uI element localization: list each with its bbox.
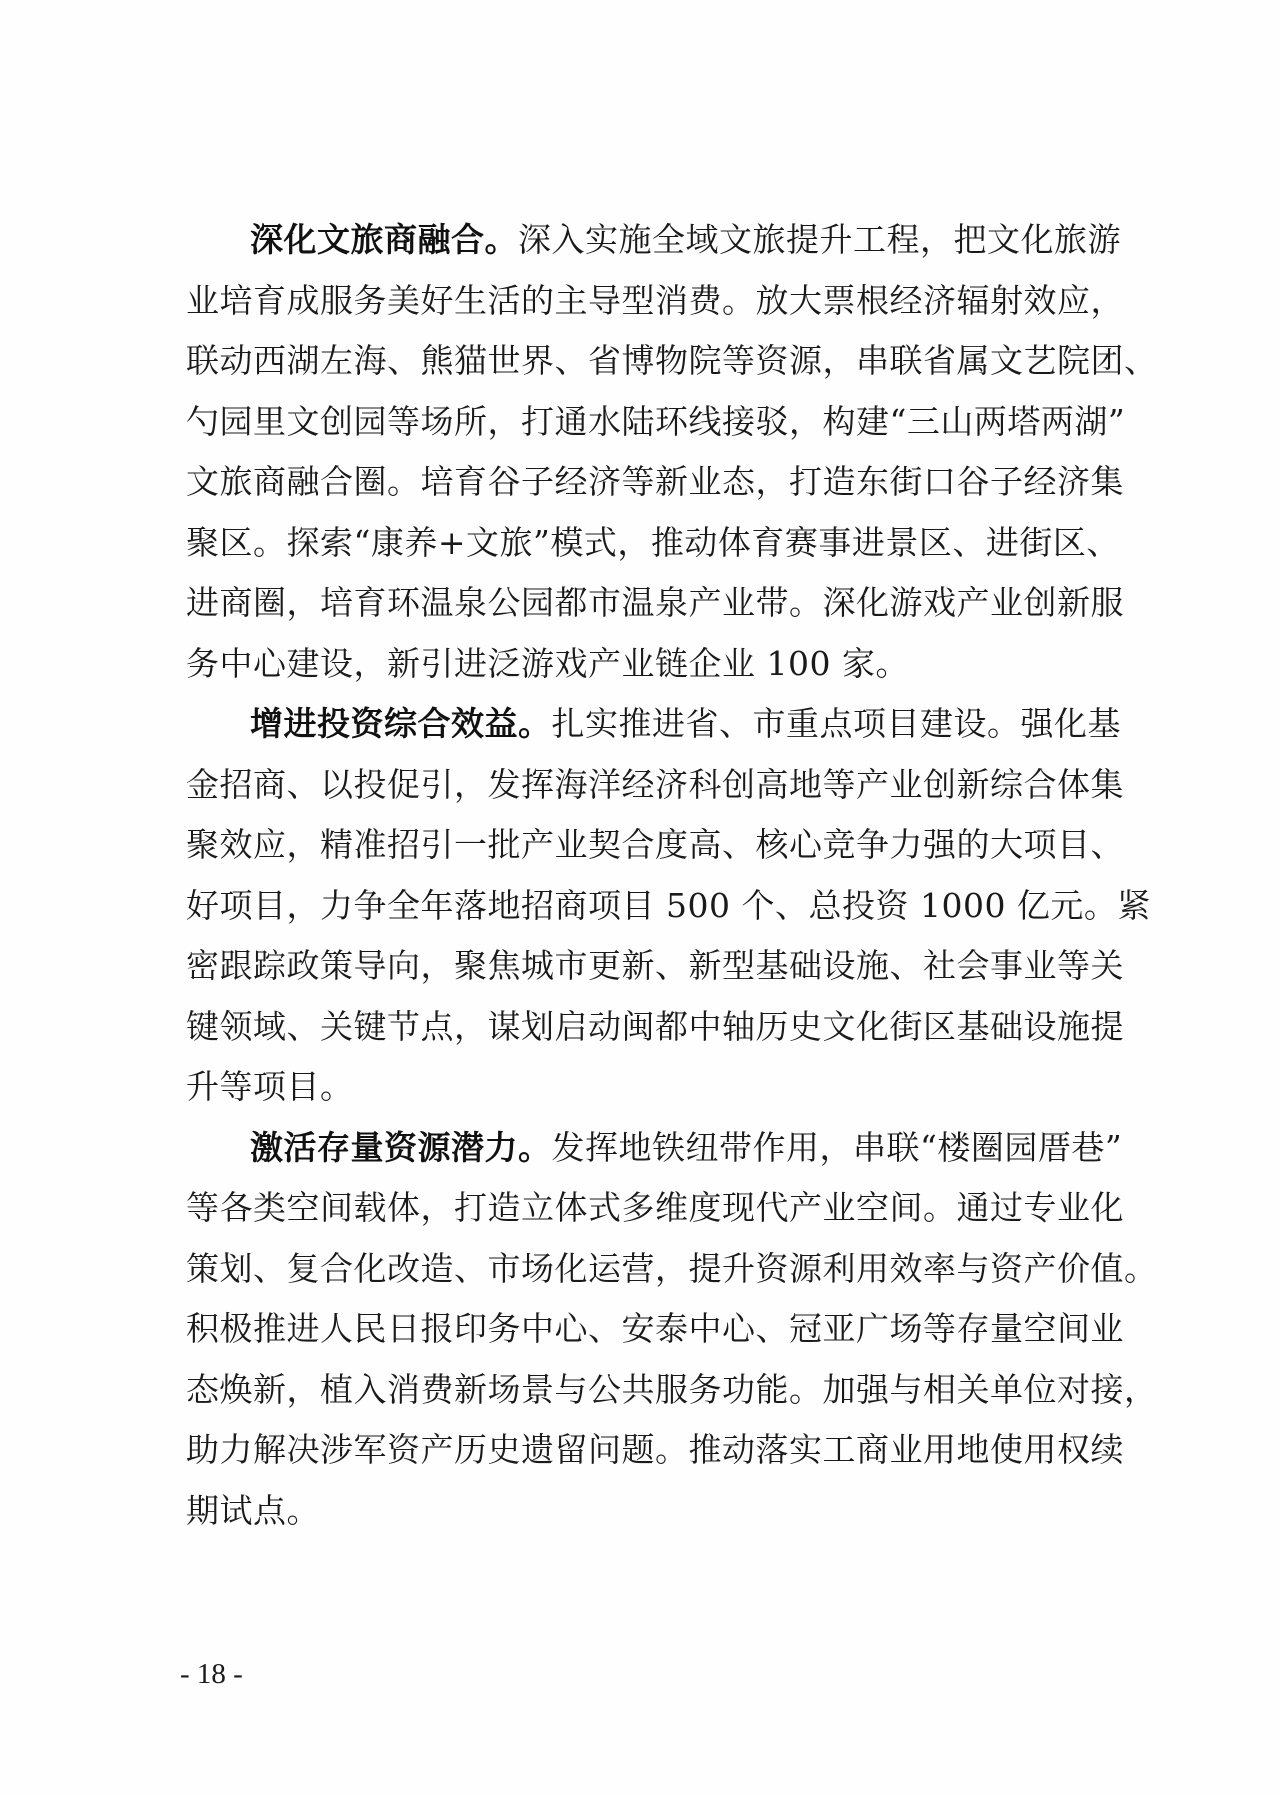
text-line: 策划、复合化改造、市场化运营，提升资源利用效率与资产价值。 — [186, 1248, 1158, 1288]
text-line: 文旅商融合圈。培育谷子经济等新业态，打造东街口谷子经济集 — [186, 462, 1124, 501]
text-line: 联动西湖左海、熊猫世界、省博物院等资源，串联省属文艺院团、 — [186, 341, 1158, 380]
text-line: 业培育成服务美好生活的主导型消费。放大票根经济辐射效应， — [186, 280, 1124, 320]
paragraph-heading: 增进投资综合效益。 — [250, 704, 552, 743]
page-number: - 18 - — [180, 1658, 243, 1690]
text-line: 增进投资综合效益。扎实推进省、市重点项目建设。强化基 — [250, 704, 1121, 743]
text-line: 期试点。 — [186, 1490, 320, 1530]
paragraph-heading: 激活存量资源潜力。 — [250, 1127, 552, 1167]
paragraph-culture-tourism — [186, 210, 1158, 694]
text-line: 积极推进人民日报印务中心、安泰中心、冠亚广场等存量空间业 — [186, 1309, 1124, 1348]
text-line: 键领域、关键节点，谋划启动闽都中轴历史文化街区基础设施提 — [186, 1006, 1124, 1046]
paragraph-heading: 深化文旅商融合。 — [250, 220, 518, 259]
text-line: 好项目，力争全年落地招商项目 500 个、总投资 1000 亿元。紧 — [186, 885, 1151, 925]
text-line: 升等项目。 — [186, 1067, 354, 1106]
text-line: 深化文旅商融合。深入实施全域文旅提升工程，把文化旅游 — [250, 220, 1121, 259]
document-body — [186, 210, 1158, 1541]
paragraph-investment — [186, 694, 1151, 1118]
text-line: 助力解决涉军资产历史遗留问题。推动落实工商业用地使用权续 — [186, 1430, 1124, 1469]
text-line: 密跟踪政策导向，聚焦城市更新、新型基础设施、社会事业等关 — [186, 946, 1124, 985]
text-line: 务中心建设，新引进泛游戏产业链企业 100 家。 — [186, 643, 909, 683]
text-line: 等各类空间载体，打造立体式多维度现代产业空间。通过专业化 — [186, 1188, 1124, 1227]
text-line: 进商圈，培育环温泉公园都市温泉产业带。深化游戏产业创新服 — [186, 583, 1124, 622]
text-line: 激活存量资源潜力。发挥地铁纽带作用，串联“楼圈园厝巷” — [250, 1127, 1123, 1167]
text-line: 聚区。探索“康养+文旅”模式，推动体育赛事进景区、进街区、 — [186, 522, 1120, 562]
text-line: 态焕新，植入消费新场景与公共服务功能。加强与相关单位对接， — [186, 1369, 1158, 1409]
paragraph-existing-resources — [186, 1118, 1158, 1542]
text-line: 金招商、以投促引，发挥海洋经济科创高地等产业创新综合体集 — [186, 764, 1124, 804]
text-line: 聚效应，精准招引一批产业契合度高、核心竞争力强的大项目、 — [186, 825, 1124, 864]
text-line: 勺园里文创园等场所，打通水陆环线接驳，构建“三山两塔两湖” — [186, 401, 1126, 441]
